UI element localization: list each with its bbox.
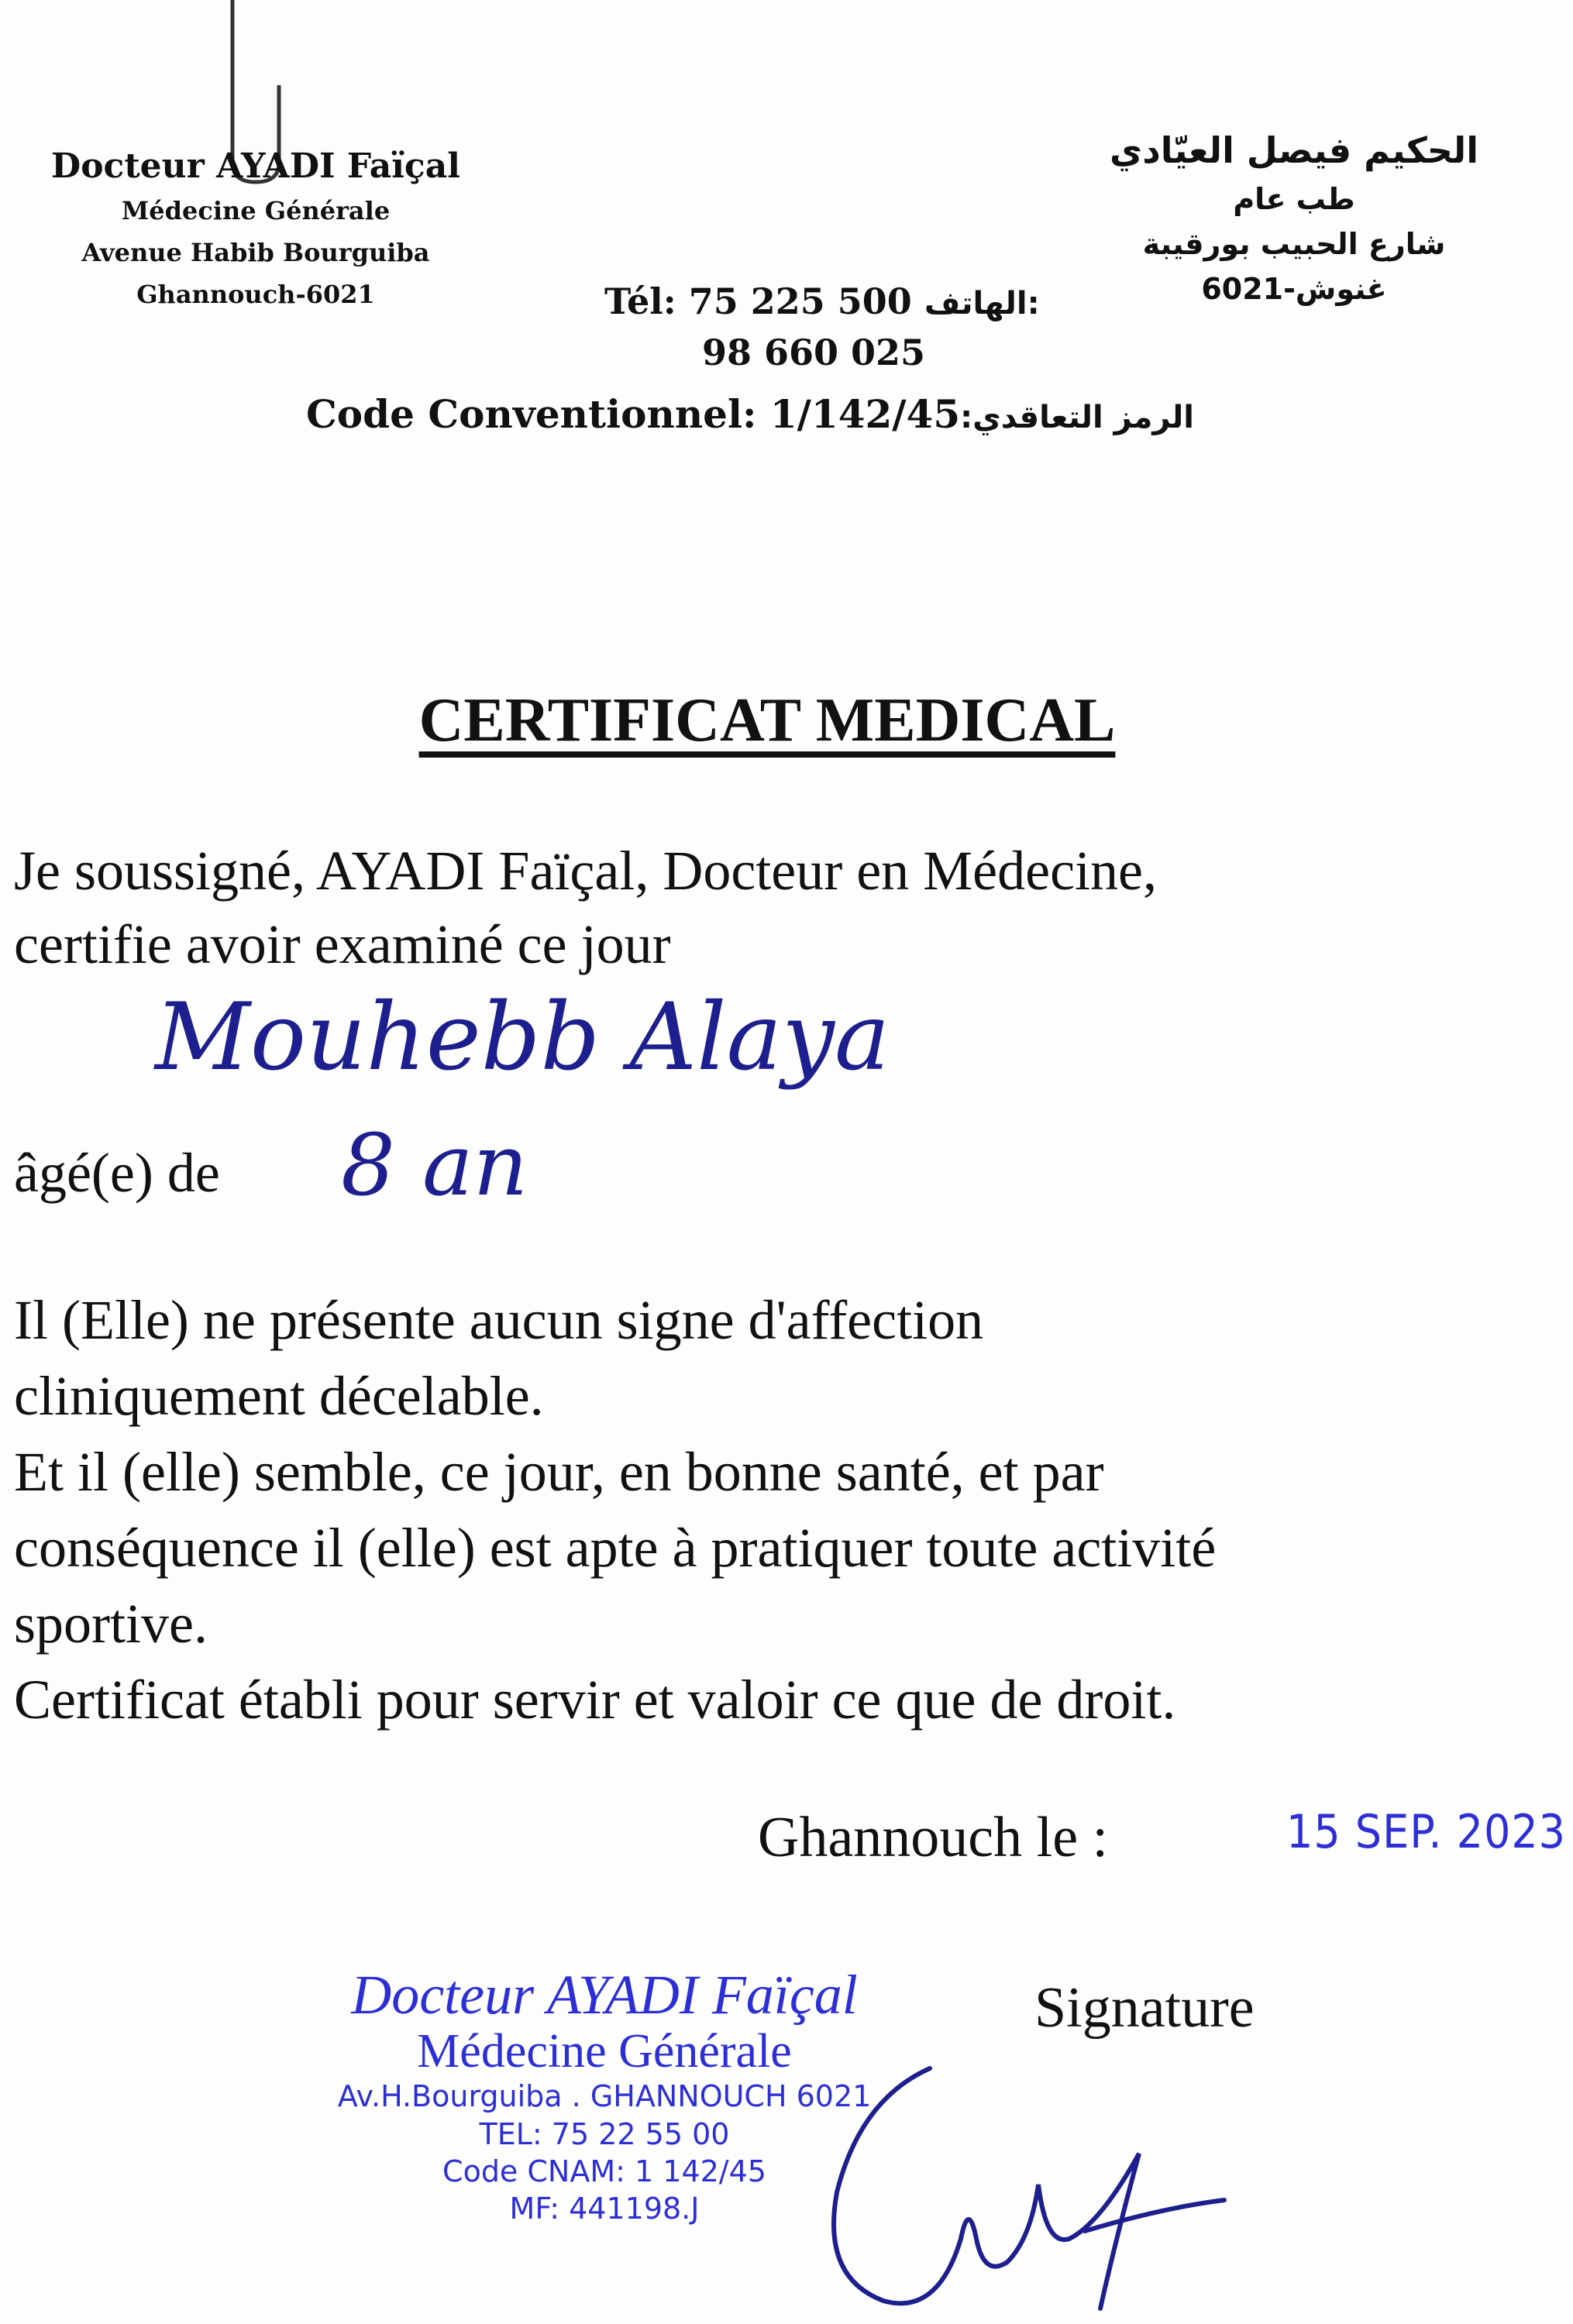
code-value: 1/142/45: [769, 391, 961, 437]
header-specialty: Médecine Générale: [121, 196, 391, 225]
date-stamp: 15 SEP. 2023: [1286, 1805, 1567, 1859]
body-line-7: sportive.: [14, 1593, 208, 1655]
body-line-2: certifie avoir examiné ce jour: [14, 913, 671, 975]
stamp-doctor-name: Docteur AYADI Faïçal: [351, 1964, 858, 2026]
signature-label: Signature: [1034, 1976, 1255, 2040]
code-label: Code Conventionnel:: [306, 391, 757, 437]
stamp-tel: TEL: 75 22 55 00: [479, 2117, 730, 2151]
header-city: Ghannouch-6021: [136, 280, 375, 309]
stamp-code-cnam: Code CNAM: 1 142/45: [442, 2154, 766, 2188]
patient-name: Mouhebb Alaya: [155, 984, 890, 1092]
code-conventionnel-line: [306, 391, 1313, 437]
header-address-ar: شارع الحبيب بورقيبة: [1142, 227, 1446, 261]
stamp-address: Av.H.Bourguiba . GHANNOUCH 6021: [337, 2079, 872, 2113]
header-left: [23, 143, 488, 315]
stamp-specialty: Médecine Générale: [417, 2025, 792, 2078]
body-line-6: conséquence il (elle) est apte à pratiquer toute activité: [14, 1517, 1217, 1579]
age-value: 8 an: [341, 1116, 528, 1215]
body-line-8: Certificat établi pour servir et valoir ce que de droit.: [14, 1669, 1176, 1731]
header-right: [1069, 124, 1519, 311]
body-line-5: Et il (elle) semble, ce jour, en bonne santé, et par: [14, 1441, 1104, 1503]
body-line-1: Je soussigné, AYADI Faïçal, Docteur en Médecine,: [14, 840, 1158, 902]
tel-label: Tél:: [604, 280, 676, 322]
body-line-3: Il (Elle) ne présente aucun signe d'affection: [14, 1289, 984, 1351]
header-doctor-name: Docteur AYADI Faïçal: [51, 146, 460, 186]
header-address: Avenue Habib Bourguiba: [81, 238, 430, 267]
page-title: CERTIFICAT MEDICAL: [418, 686, 1116, 755]
header-city-ar: غنوش-6021: [1201, 272, 1387, 306]
code-label-ar: :الرمز التعاقدي: [960, 400, 1194, 435]
body-line-4: cliniquement décelable.: [14, 1365, 544, 1427]
tel-number-1: 75 225 500: [688, 280, 912, 322]
header-phone-line: [604, 280, 1100, 322]
handwritten-signature: [775, 2045, 1255, 2324]
age-label: âgé(e) de: [14, 1142, 220, 1204]
tel-label-ar: الهاتف:: [924, 286, 1040, 321]
stamp-mf: MF: 441198.J: [509, 2192, 700, 2226]
place-label: Ghannouch le :: [758, 1806, 1109, 1869]
header-doctor-name-ar: الحكيم فيصل العيّادي: [1110, 129, 1478, 171]
header-specialty-ar: طب عام: [1233, 182, 1355, 216]
tel-number-2: 98 660 025: [701, 332, 926, 373]
